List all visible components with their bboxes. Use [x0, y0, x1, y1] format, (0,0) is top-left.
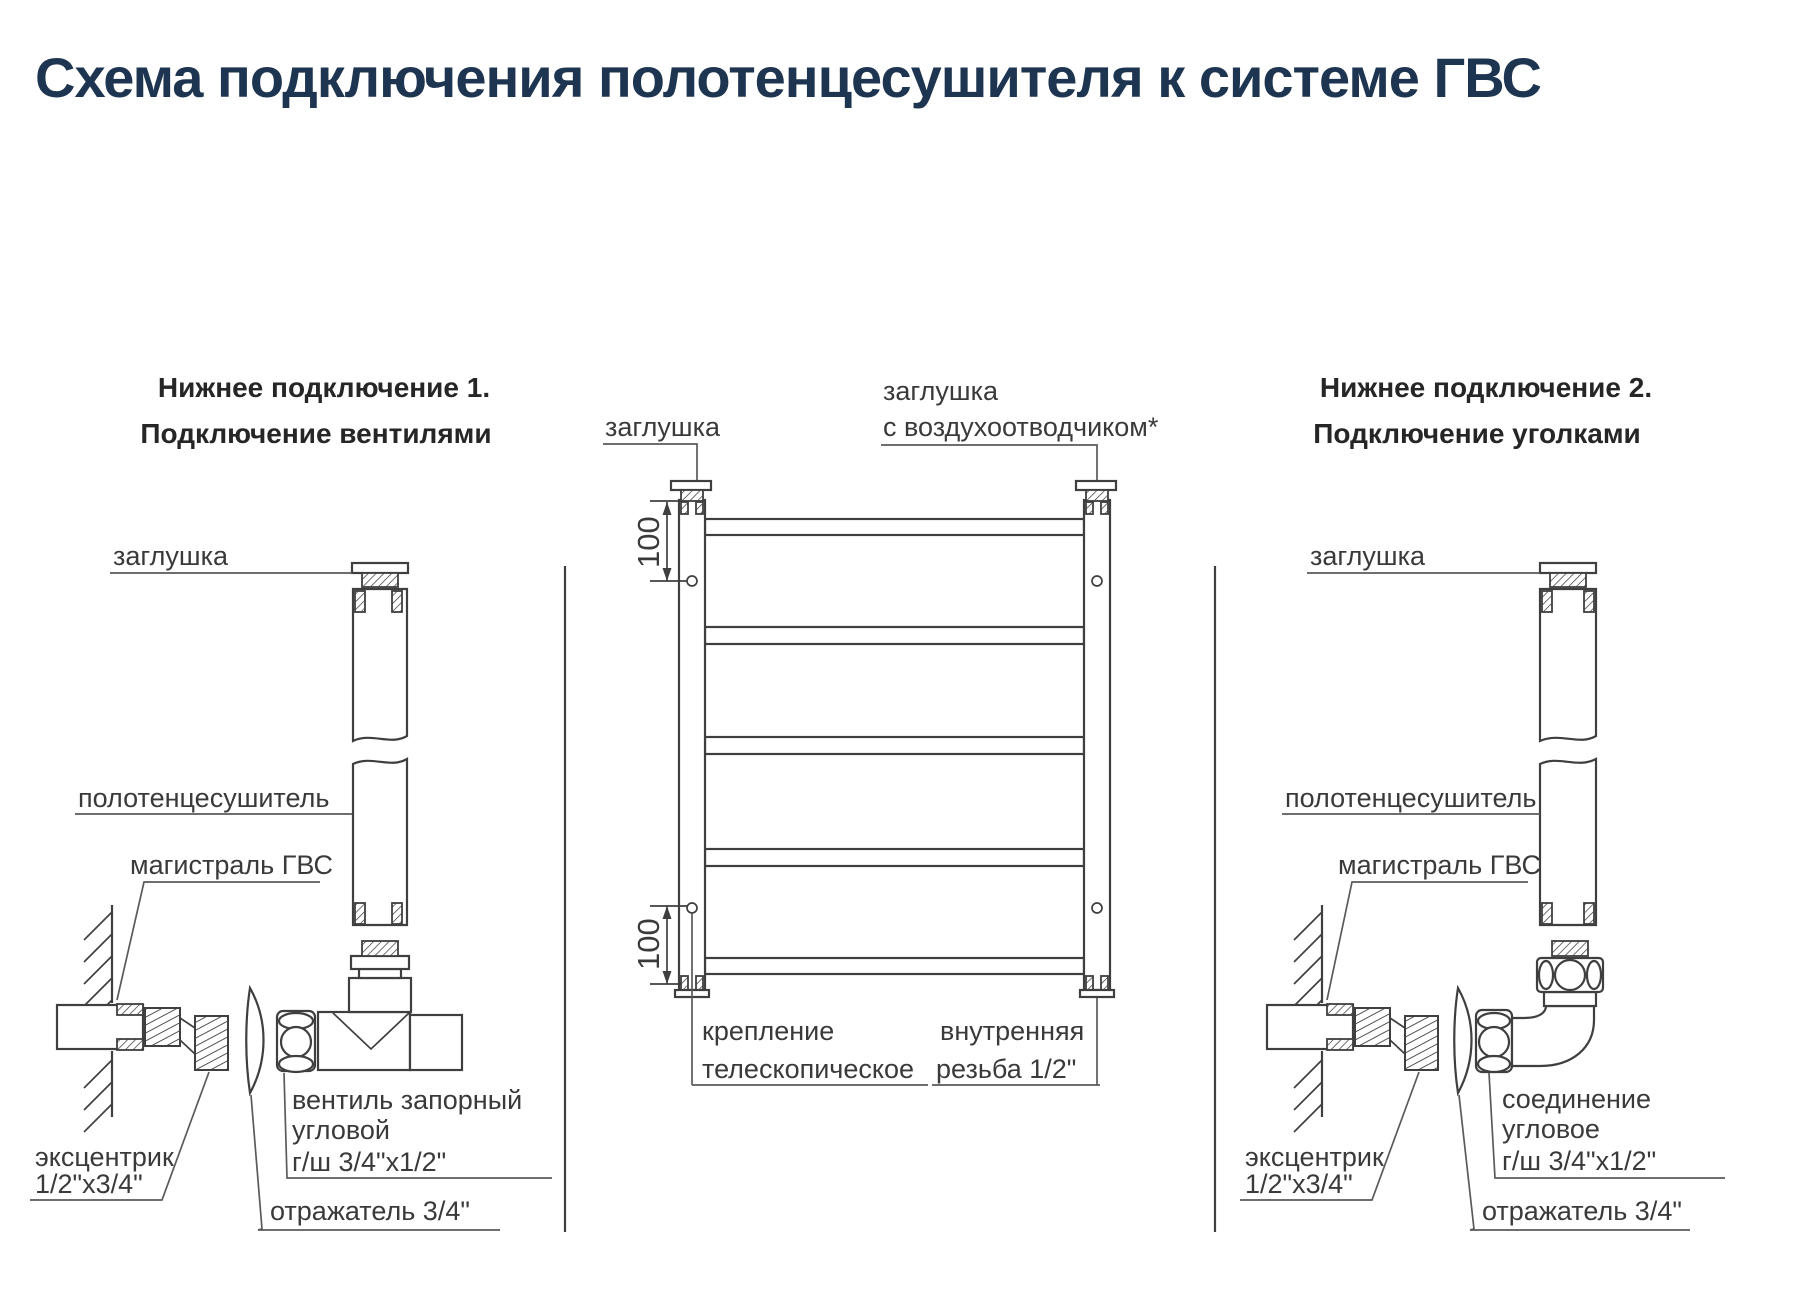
right-corner-label2: угловое [1502, 1114, 1600, 1144]
rail-rungs [705, 519, 1084, 974]
towel-rail-pipe-left [352, 563, 408, 925]
right-eccentric-label1: эксцентрик [1245, 1142, 1384, 1172]
left-eccentric-callout [30, 1072, 209, 1200]
right-main-label: магистраль ГВС [1338, 850, 1541, 880]
mount-label-line2: телескопическое [702, 1054, 915, 1084]
valve-left [277, 941, 462, 1072]
left-rail-callout [75, 783, 352, 814]
center-cap-label: заглушка [605, 412, 720, 442]
center-cap-callout [603, 412, 721, 480]
right-diagram [1240, 541, 1725, 1230]
left-eccentric-label1: эксцентрик [35, 1142, 174, 1172]
page-title: Схема подключения полотенцесушителя к системе ГВС [35, 46, 1541, 109]
left-reflector-label: отражатель 3/4" [270, 1196, 470, 1226]
collector-right [1084, 500, 1110, 990]
right-corner-label3: г/ш 3/4"х1/2" [1502, 1146, 1657, 1176]
towel-rail-front-view [671, 481, 1116, 997]
supply-pipe-left [57, 1004, 143, 1050]
left-main-label: магистраль ГВС [130, 850, 333, 880]
mount-callout [692, 913, 928, 1085]
left-valve-callout [284, 1073, 552, 1178]
elbow-right [1476, 941, 1603, 1072]
dim-top-value: 100 [631, 516, 666, 568]
right-corner-callout [1489, 1073, 1725, 1178]
thread-label-line2: резьба 1/2" [936, 1054, 1077, 1084]
left-diagram [30, 541, 552, 1230]
reflector-left [246, 988, 263, 1093]
left-eccentric-label2: 1/2"х3/4" [35, 1169, 143, 1199]
left-main-callout [117, 850, 333, 1000]
right-corner-label1: соединение [1502, 1084, 1652, 1114]
right-cap-callout [1307, 541, 1540, 573]
mount-label-line1: крепление [702, 1016, 835, 1046]
right-rail-label: полотенцесушитель [1285, 783, 1537, 813]
dim-bottom-value: 100 [631, 918, 666, 970]
left-heading-line2: Подключение вентилями [140, 418, 492, 449]
right-heading-line1: Нижнее подключение 2. [1319, 372, 1653, 403]
left-valve-label3: г/ш 3/4"х1/2" [292, 1147, 447, 1177]
right-reflector-label: отражатель 3/4" [1482, 1196, 1682, 1226]
supply-pipe-right [1267, 1004, 1353, 1050]
eccentric-right [1355, 1008, 1438, 1070]
right-eccentric-callout [1240, 1072, 1419, 1200]
towel-rail-pipe-right [1540, 563, 1596, 925]
left-rail-label: полотенцесушитель [78, 783, 330, 813]
left-heading-line1: Нижнее подключение 1. [157, 372, 491, 403]
cap-top-right [1076, 481, 1116, 501]
right-rail-callout [1282, 783, 1540, 814]
cap-top-left [671, 481, 711, 501]
left-valve-label1: вентиль запорный [292, 1085, 523, 1115]
left-cap-callout [110, 541, 352, 573]
reflector-right [1454, 988, 1471, 1093]
left-cap-label: заглушка [113, 541, 228, 571]
eccentric-left [145, 1008, 228, 1070]
right-main-callout [1327, 850, 1541, 1000]
right-heading-line2: Подключение уголками [1313, 418, 1641, 449]
right-eccentric-label2: 1/2"х3/4" [1245, 1169, 1353, 1199]
airvent-label-line1: заглушка [883, 376, 998, 406]
right-cap-label: заглушка [1310, 541, 1425, 571]
center-airvent-callout [881, 376, 1159, 480]
airvent-label-line2: с воздухоотводчиком* [883, 412, 1159, 442]
thread-label-line1: внутренняя [940, 1016, 1085, 1046]
cap-bottom-right [1080, 990, 1114, 997]
inner-thread-callout [932, 998, 1100, 1085]
left-valve-label2: угловой [292, 1115, 390, 1145]
